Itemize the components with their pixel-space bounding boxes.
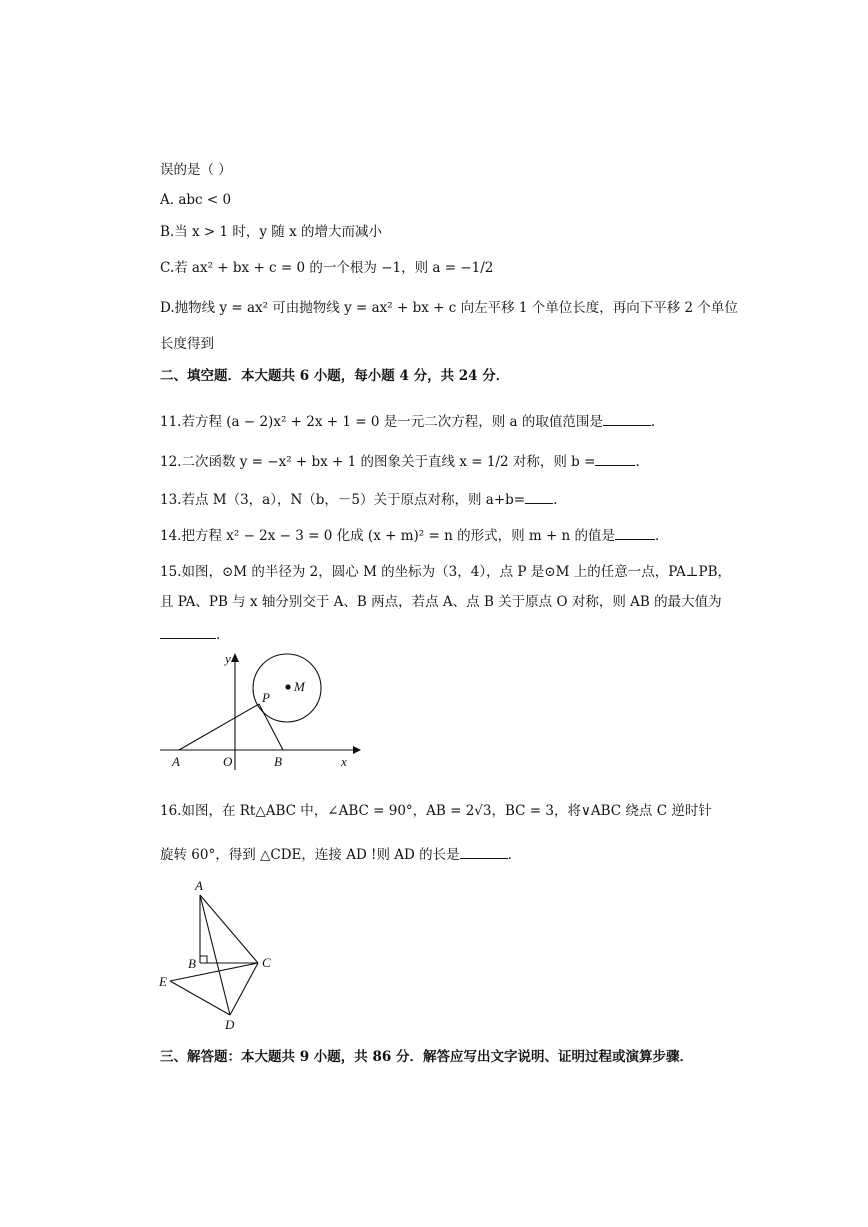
segment-ed	[170, 981, 230, 1015]
question-16-text: 旋转 60°，得到 △CDE，连接 AD !则 AD 的长是	[160, 847, 460, 863]
figure-rotated-triangle	[155, 872, 285, 1037]
question-15-line-2: 且 PA、PB 与 x 轴分别交于 A、B 两点，若点 A、点 B 关于原点 O 对称，则 AB 的最大值为	[160, 594, 722, 610]
segment-pa	[179, 704, 259, 750]
label-e: E	[159, 974, 167, 989]
figure-circle-axes	[155, 645, 370, 775]
label-a: A	[195, 878, 203, 893]
question-15-line-1: 15.如图，⊙M 的半径为 2，圆心 M 的坐标为（3，4），点 P 是⊙M 上的任意一点，PA⊥PB，	[160, 564, 731, 580]
label-d: D	[225, 1017, 235, 1032]
x-axis-arrow	[353, 746, 361, 754]
q10-option-c: C.若 ax² + bx + c = 0 的一个根为 −1，则 a = −1/2	[160, 260, 494, 276]
question-14-text: 14.把方程 x² − 2x − 3 = 0 化成 (x + m)² = n 的形式，则 m + n 的值是	[160, 528, 616, 544]
label-c: C	[262, 955, 271, 970]
answer-blank	[603, 411, 651, 426]
question-11: 11.若方程 (a − 2)x² + 2x + 1 = 0 是一元二次方程，则 a 的取值范围是 .	[160, 411, 655, 432]
segment-ce	[170, 963, 258, 981]
answer-blank	[615, 525, 655, 540]
right-angle-mark	[200, 956, 207, 963]
question-13-text: 13.若点 M（3，a），N（b，－5）关于原点对称，则 a+b=	[160, 492, 526, 508]
answer-blank	[460, 844, 508, 859]
question-12: 12.二次函数 y = −x² + bx + 1 的图象关于直线 x = 1/2 对称，则 b = .	[160, 451, 640, 472]
answer-blank	[525, 489, 553, 504]
question-13: 13.若点 M（3，a），N（b，－5）关于原点对称，则 a+b= .	[160, 489, 557, 510]
label-o: O	[223, 754, 233, 769]
label-p: P	[262, 690, 270, 705]
label-x: x	[341, 754, 347, 769]
q10-option-d-cont: 长度得到	[160, 336, 214, 352]
question-14: 14.把方程 x² − 2x − 3 = 0 化成 (x + m)² = n 的形式，则 m + n 的值是 .	[160, 525, 659, 546]
center-m-point	[285, 684, 290, 689]
question-12-text: 12.二次函数 y = −x² + bx + 1 的图象关于直线 x = 1/2 对称，则 b =	[160, 454, 596, 470]
label-b: B	[188, 956, 196, 971]
q10-option-b: B.当 x > 1 时，y 随 x 的增大而减小	[160, 224, 383, 240]
question-16-line-1: 16.如图，在 Rt△ABC 中，∠ABC = 90°，AB = 2√3，BC = 3，将∨ABC 绕点 C 逆时针	[160, 803, 712, 819]
segment-cd	[230, 963, 258, 1015]
question-15-answer: .	[160, 624, 220, 645]
label-m: M	[294, 679, 305, 694]
answer-blank	[595, 451, 635, 466]
q10-option-a: A. abc < 0	[160, 192, 232, 208]
section-2-heading: 二、填空题．本大题共 6 小题，每小题 4 分，共 24 分．	[160, 368, 510, 384]
label-a: A	[172, 754, 180, 769]
label-y: y	[225, 651, 231, 666]
y-axis-arrow	[231, 653, 239, 662]
answer-blank	[160, 624, 216, 639]
q10-option-d: D.抛物线 y = ax² 可由抛物线 y = ax² + bx + c 向左平移 1 个单位长度，再向下平移 2 个单位	[160, 300, 738, 316]
q10-stem-tail: 误的是（ ）	[160, 162, 232, 178]
label-b: B	[274, 754, 282, 769]
section-3-heading: 三、解答题：本大题共 9 小题，共 86 分．解答应写出文字说明、证明过程或演算步骤．	[160, 1049, 693, 1065]
question-16-line-2: 旋转 60°，得到 △CDE，连接 AD !则 AD 的长是 .	[160, 844, 512, 865]
segment-pb	[259, 704, 283, 750]
question-11-text: 11.若方程 (a − 2)x² + 2x + 1 = 0 是一元二次方程，则 a 的取值范围是	[160, 414, 603, 430]
